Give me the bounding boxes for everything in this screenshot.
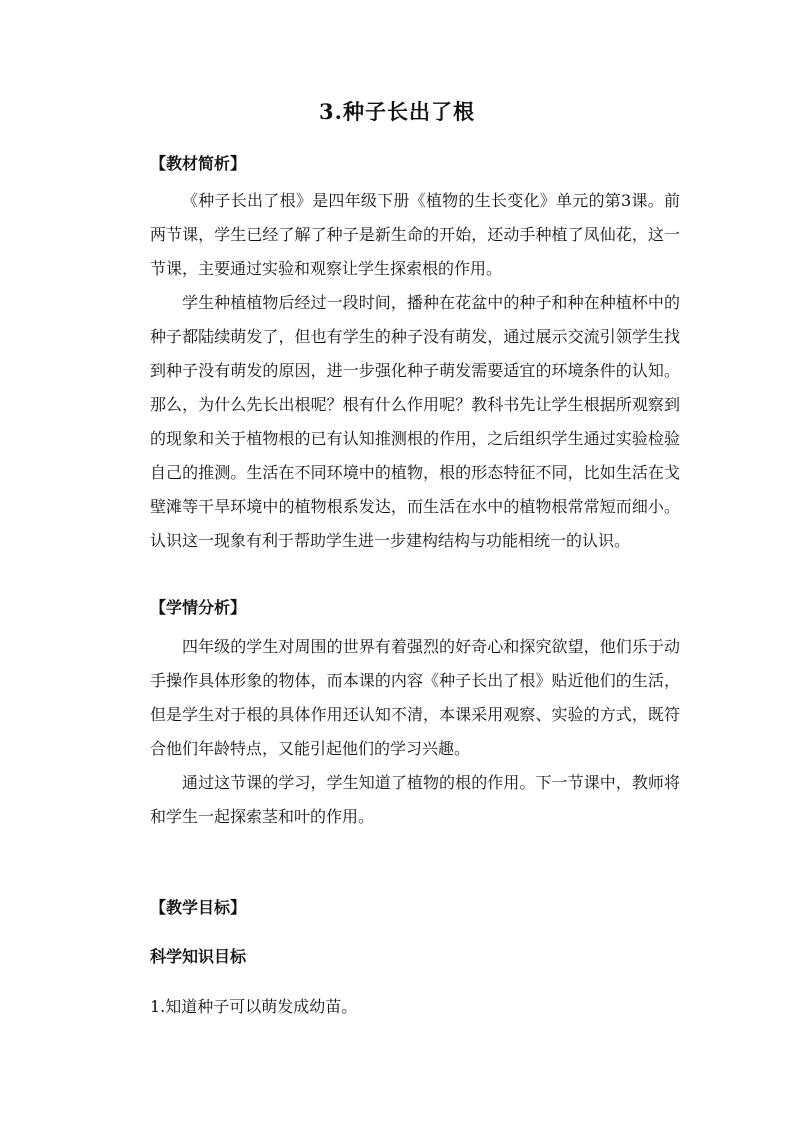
section-heading-student-analysis: 【学情分析】 xyxy=(150,598,247,617)
section-heading-teaching-goals: 【教学目标】 xyxy=(150,898,247,917)
document-title: 3.种子长出了根 xyxy=(319,99,475,124)
section-heading-textbook-analysis: 【教材简析】 xyxy=(150,154,247,173)
paragraph: 通过这节课的学习，学生知道了植物的根的作用。下一节课中，教师将和学生一起探索茎和叶的作用。 xyxy=(150,773,680,826)
list-item: 1.知道种子可以萌发成幼苗。 xyxy=(150,997,358,1016)
paragraph: 《种子长出了根》是四年级下册《植物的生长变化》单元的第3课。前两节课，学生已经了解了种子是新生命的开始，还动手种植了凤仙花，这一节课，主要通过实验和观察让学生探索根的作用。 xyxy=(150,191,680,278)
subheading-science-knowledge-goals: 科学知识目标 xyxy=(150,947,247,966)
paragraph: 四年级的学生对周围的世界有着强烈的好奇心和探究欲望，他们乐于动手操作具体形象的物体，而本课的内容《种子长出了根》贴近他们的生活，但是学生对于根的具体作用还认知不清，本课采用观察、实验的方式，既符合他们年龄特点，又能引起他们的学习兴趣。 xyxy=(150,637,680,758)
paragraph: 学生种植植物后经过一段时间，播种在花盆中的种子和种在种植杯中的种子都陆续萌发了，但也有学生的种子没有萌发，通过展示交流引领学生找到种子没有萌发的原因，进一步强化种子萌发需要适宜的环境条件的认知。那么，为什么先长出根呢？根有什么作用呢？教科书先让学生根据所观察到的现象和关于植物根的已有认知推测根的作用，之后组织学生通过实验检验自己的推测。生活在不同环境中的植物，根的形态特征不同，比如生活在戈壁滩等干旱环境中的植物根系发达，而生活在水中的植物根常常短而细小。认识这一现象有利于帮助学生进一步建构结构与功能相统一的认识。 xyxy=(150,293,680,550)
